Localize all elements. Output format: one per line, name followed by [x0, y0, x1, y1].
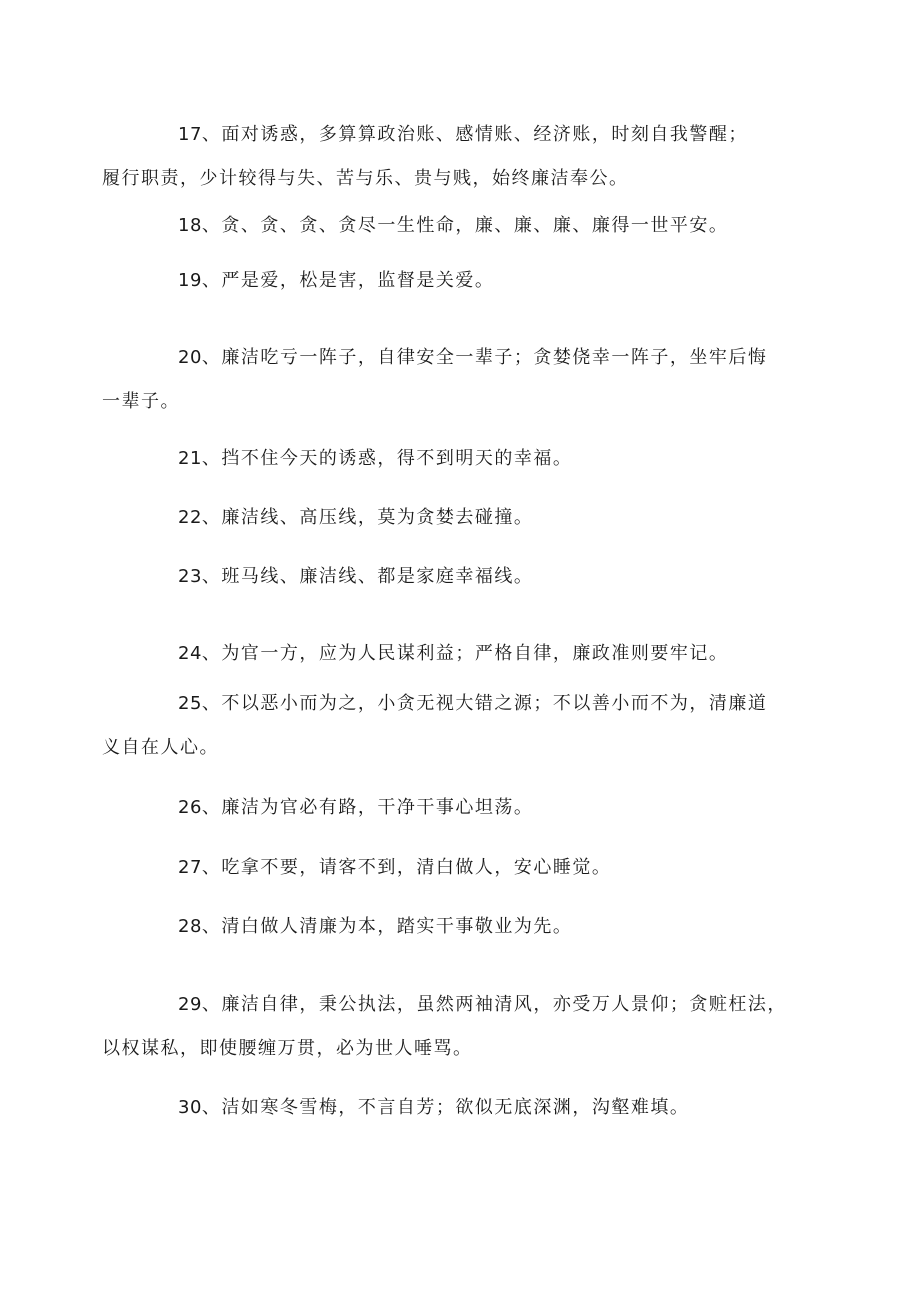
slogan-text: 义自在人心。: [102, 737, 219, 758]
slogan-22: [140, 496, 790, 540]
slogan-number: 25: [178, 693, 202, 714]
slogan-text: 、贪、贪、贪、贪尽一生性命，廉、廉、廉、廉得一世平安。: [201, 215, 729, 236]
slogan-text: 、清白做人清廉为本，踏实干事敬业为先。: [201, 916, 573, 937]
slogan-28: [140, 905, 790, 949]
slogan-24: [140, 632, 790, 676]
slogan-text: 、面对诱惑，多算算政治账、感情账、经济账，时刻自我警醒；: [201, 124, 748, 145]
slogan-number: 27: [178, 857, 202, 878]
slogan-18: [140, 204, 790, 248]
slogan-20: [102, 336, 790, 424]
slogan-number: 30: [178, 1097, 202, 1118]
slogan-number: 29: [178, 994, 202, 1015]
slogan-text: 、洁如寒冬雪梅，不言自芳；欲似无底深渊，沟壑难填。: [201, 1097, 690, 1118]
slogan-number: 28: [178, 916, 202, 937]
slogan-number: 24: [178, 643, 202, 664]
slogan-number: 17: [178, 124, 202, 145]
slogan-21: [140, 437, 790, 481]
slogan-text: 、廉洁自律，秉公执法，虽然两袖清风，亦受万人景仰；贪赃枉法，: [201, 994, 787, 1015]
slogan-29: [102, 983, 790, 1071]
slogan-number: 20: [178, 347, 202, 368]
slogan-text: 、挡不住今天的诱惑，得不到明天的幸福。: [201, 448, 573, 469]
slogan-23: [140, 555, 790, 599]
slogan-number: 22: [178, 507, 202, 528]
slogan-text: 、班马线、廉洁线、都是家庭幸福线。: [201, 566, 534, 587]
slogan-text: 以权谋私，即使腰缠万贯，必为世人唾骂。: [102, 1038, 473, 1059]
slogan-30: [140, 1086, 790, 1130]
slogan-text: 、廉洁线、高压线，莫为贪婪去碰撞。: [201, 507, 534, 528]
slogan-26: [140, 786, 790, 830]
slogan-number: 18: [178, 215, 202, 236]
slogan-19: [140, 259, 790, 303]
slogan-number: 23: [178, 566, 202, 587]
slogan-number: 19: [178, 270, 202, 291]
slogan-text: 一辈子。: [102, 391, 180, 412]
slogan-17: [102, 113, 790, 201]
slogan-text: 、廉洁为官必有路，干净干事心坦荡。: [201, 797, 534, 818]
slogan-25: [102, 682, 790, 770]
slogan-text: 履行职责，少计较得与失、苦与乐、贵与贱，始终廉洁奉公。: [102, 168, 629, 189]
slogan-text: 、廉洁吃亏一阵子，自律安全一辈子；贪婪侥幸一阵子，坐牢后悔: [201, 347, 768, 368]
slogan-text: 、吃拿不要，请客不到，清白做人，安心睡觉。: [201, 857, 612, 878]
slogan-number: 26: [178, 797, 202, 818]
slogan-text: 、严是爱，松是害，监督是关爱。: [201, 270, 495, 291]
slogan-text: 、不以恶小而为之，小贪无视大错之源；不以善小而不为，清廉道: [201, 693, 768, 714]
slogan-text: 、为官一方，应为人民谋利益；严格自律，廉政准则要牢记。: [201, 643, 729, 664]
slogan-27: [140, 846, 790, 890]
slogan-number: 21: [178, 448, 202, 469]
